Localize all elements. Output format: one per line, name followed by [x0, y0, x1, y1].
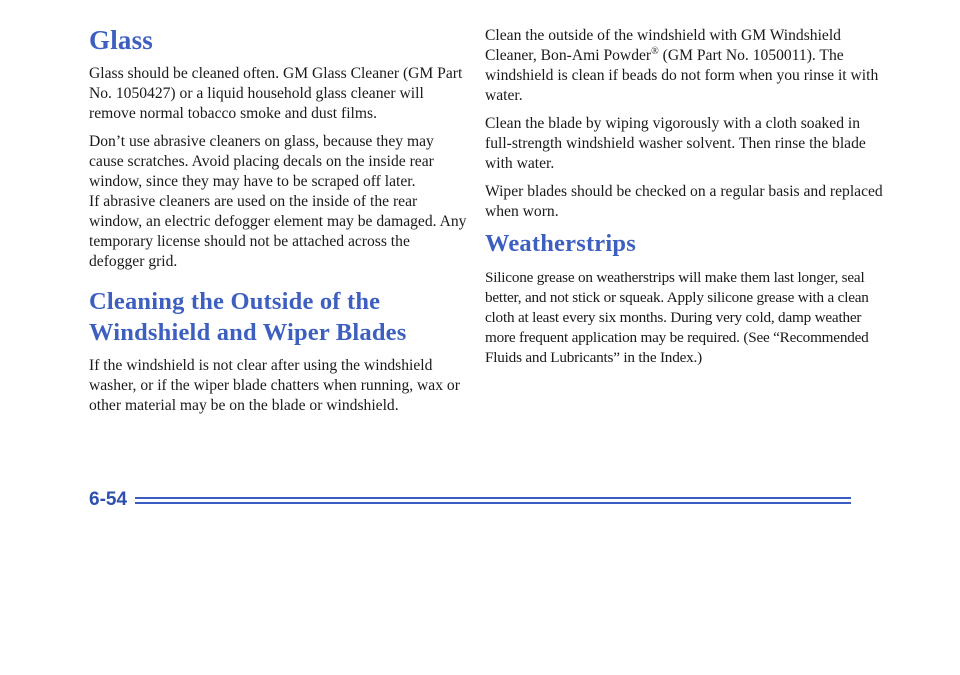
glass-paragraph-1: Glass should be cleaned often. GM Glass Cleaner (GM Part No. 1050427) or a liquid household glass cleaner will remove normal tobacco smoke and dust films.: [89, 65, 463, 122]
right-column: [485, 26, 885, 376]
heading-weatherstrips: Weatherstrips: [485, 230, 636, 257]
registered-mark: ®: [651, 45, 659, 57]
blade-cleaning-paragraph: Clean the blade by wiping vigorously with a cloth soaked in full-strength windshield washer solvent. Then rinse the blade with water.: [485, 115, 866, 172]
heading-cleaning-windshield: [89, 286, 469, 348]
page-footer: [89, 490, 851, 510]
windshield-cleaner-paragraph: [485, 26, 885, 106]
heading-glass: Glass: [89, 25, 154, 55]
weatherstrips-paragraph: Silicone grease on weatherstrips will make them last longer, seal better, and not stick or squeak. Apply silicone grease with a clean cloth at least every six months. During very cold, damp weather more frequent application may be required. (See “Recommended Fluids and Lubricants” in the Index.): [485, 269, 869, 366]
heading-cleaning-line-2: Windshield and Wiper Blades: [89, 319, 407, 346]
windshield-cleaner-text-a: Clean the outside of the windshield with GM Windshield Cleaner, Bon-Ami Powder: [485, 27, 841, 64]
glass-paragraph-3: If abrasive cleaners are used on the inside of the rear window, an electric defogger element may be damaged. Any temporary license should not be attached across the defogger grid.: [89, 193, 467, 270]
left-column: [89, 26, 469, 424]
blade-check-paragraph: Wiper blades should be checked on a regular basis and replaced when worn.: [485, 183, 883, 220]
footer-rule-bottom: [135, 502, 851, 504]
footer-rule-top: [135, 497, 851, 499]
heading-cleaning-line-1: Cleaning the Outside of the: [89, 288, 381, 315]
glass-paragraph-2: Don’t use abrasive cleaners on glass, because they may cause scratches. Avoid placing decals on the inside rear window, since they may have to be scraped off later.: [89, 133, 434, 190]
cleaning-paragraph-1: If the windshield is not clear after using the windshield washer, or if the wiper blade chatters when running, wax or other material may be on the blade or windshield.: [89, 357, 460, 414]
page-number: 6-54: [89, 489, 128, 510]
windshield-cleaner-text-b: (GM Part No. 1050011). The windshield is clean if beads do not form when you rinse it with water.: [485, 47, 879, 104]
